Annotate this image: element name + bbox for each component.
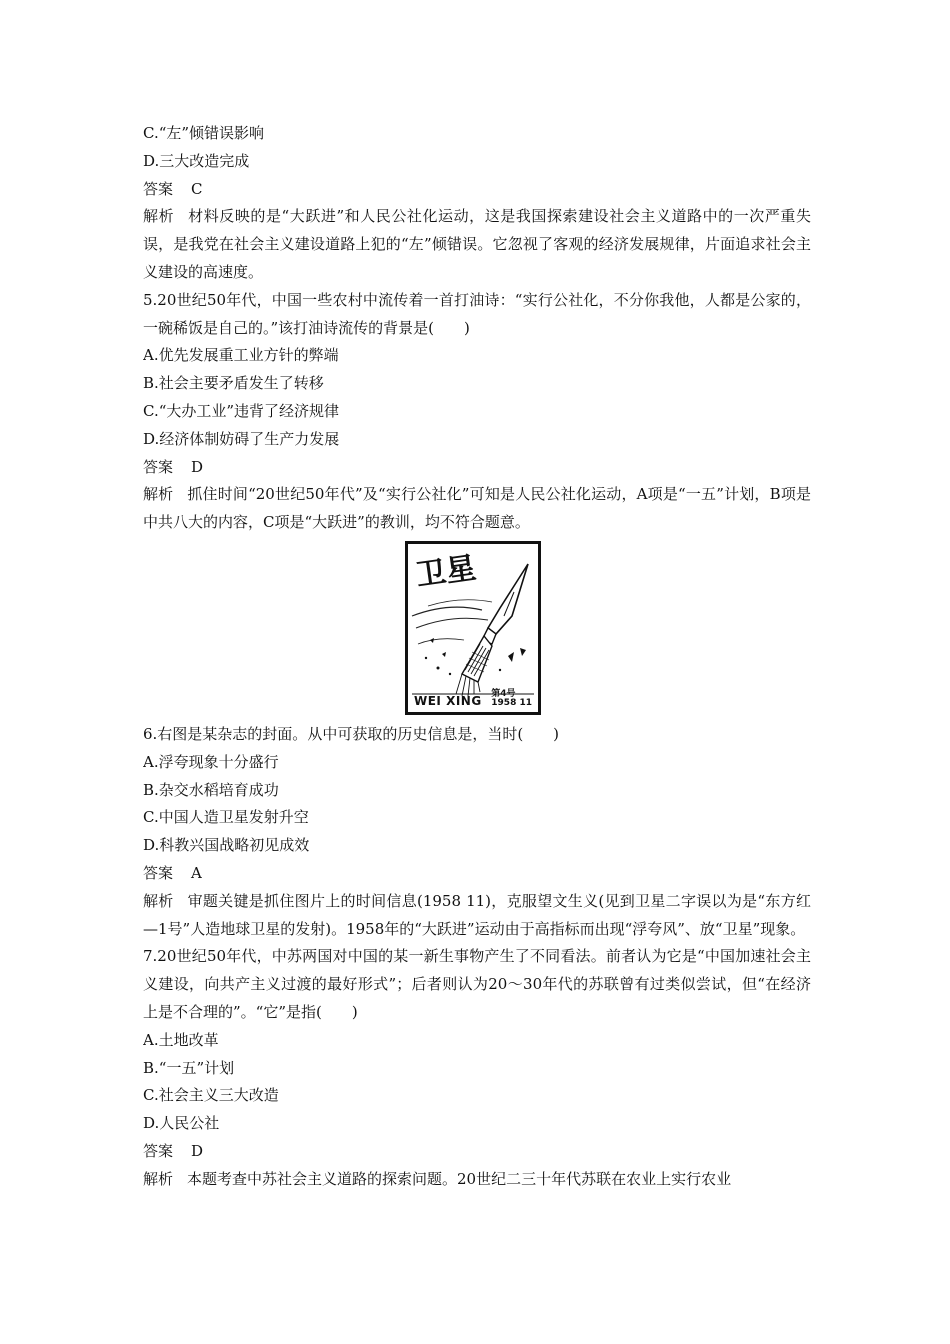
q7-answer xyxy=(143,1138,811,1166)
q6-option-b: B.杂交水稻培育成功 xyxy=(143,780,279,799)
rocket-illustration xyxy=(408,544,538,712)
cover-issue-label: 第4号 xyxy=(491,688,516,699)
q5-option-b: B.社会主要矛盾发生了转移 xyxy=(143,374,324,393)
q6-option-d: D.科教兴国战略初见成效 xyxy=(143,836,310,855)
answer-value: C xyxy=(191,179,203,198)
q5-analysis xyxy=(143,481,811,537)
q7-option-c: C.社会主义三大改造 xyxy=(143,1086,279,1105)
answer-value: D xyxy=(191,457,204,476)
q7-analysis xyxy=(143,1166,811,1194)
analysis-label: 解析 xyxy=(143,1169,174,1188)
q5-option-a: A.优先发展重工业方针的弊端 xyxy=(143,346,339,365)
analysis-label: 解析 xyxy=(143,485,174,504)
q5-answer xyxy=(143,454,811,482)
q6-option-a: A.浮夸现象十分盛行 xyxy=(143,752,279,771)
q4-answer xyxy=(143,176,811,204)
answer-value: A xyxy=(191,863,202,882)
analysis-text: 审题关键是抓住图片上的时间信息(1958 11)，克服望文生义(见到卫星二字误以为是“东方红—1号”人造地球卫星的发射)。1958年的“大跃进”运动由于高指标而出现“浮夸风”、放“卫星”现象。 xyxy=(143,891,811,938)
cover-issue-date: 1958 11 xyxy=(491,697,532,708)
cover-caption-right xyxy=(491,690,532,708)
analysis-text: 本题考查中苏社会主义道路的探索问题。20世纪二三十年代苏联在农业上实行农业 xyxy=(187,1169,732,1188)
q4-option-d: D.三大改造完成 xyxy=(143,151,250,170)
q6-stem: 6.右图是某杂志的封面。从中可获取的历史信息是，当时( ) xyxy=(143,724,560,743)
magazine-cover-figure xyxy=(405,541,541,715)
analysis-label: 解析 xyxy=(143,207,175,226)
q5-option-d: D.经济体制妨碍了生产力发展 xyxy=(143,429,340,448)
answer-label: 答案 xyxy=(143,179,174,198)
q6-answer xyxy=(143,860,811,888)
q7-stem: 7.20世纪50年代，中苏两国对中国的某一新生事物产生了不同看法。前者认为它是“中国加速社会主义建设，向共产主义过渡的最好形式”；后者则认为20～30年代的苏联曾有过类似尝试，但“在经济上是不合理的”。“它”是指( ) xyxy=(143,947,811,1021)
q7-option-d: D.人民公社 xyxy=(143,1114,220,1133)
q5-stem: 5.20世纪50年代，中国一些农村中流传着一首打油诗：“实行公社化，不分你我他，人都是公家的，一碗稀饭是自己的。”该打油诗流传的背景是( ) xyxy=(143,290,811,337)
document-body xyxy=(143,120,811,1194)
analysis-label: 解析 xyxy=(143,891,174,910)
analysis-text: 抓住时间“20世纪50年代”及“实行公社化”可知是人民公社化运动，A项是“一五”计划，B项是中共八大的内容，C项是“大跃进”的教训，均不符合题意。 xyxy=(143,485,811,532)
q5-option-c: C.“大办工业”违背了经济规律 xyxy=(143,401,340,420)
cover-title-calligraphy: 卫星 xyxy=(413,550,479,594)
q4-option-c: C.“左”倾错误影响 xyxy=(143,124,265,142)
answer-label: 答案 xyxy=(143,863,174,882)
q6-analysis xyxy=(143,888,811,944)
cover-caption-left: WEI XING xyxy=(414,693,482,708)
q6-option-c: C.中国人造卫星发射升空 xyxy=(143,808,309,827)
q7-option-b: B.“一五”计划 xyxy=(143,1058,235,1077)
answer-label: 答案 xyxy=(143,1141,174,1160)
q4-analysis xyxy=(143,203,811,286)
analysis-text: 材料反映的是“大跃进”和人民公社化运动，这是我国探索建设社会主义道路中的一次严重失误，是我党在社会主义建设道路上犯的“左”倾错误。它忽视了客观的经济发展规律，片面追求社会主义建设的高速度。 xyxy=(143,207,811,281)
answer-value: D xyxy=(191,1141,204,1160)
answer-label: 答案 xyxy=(143,457,174,476)
q7-option-a: A.土地改革 xyxy=(143,1030,219,1049)
